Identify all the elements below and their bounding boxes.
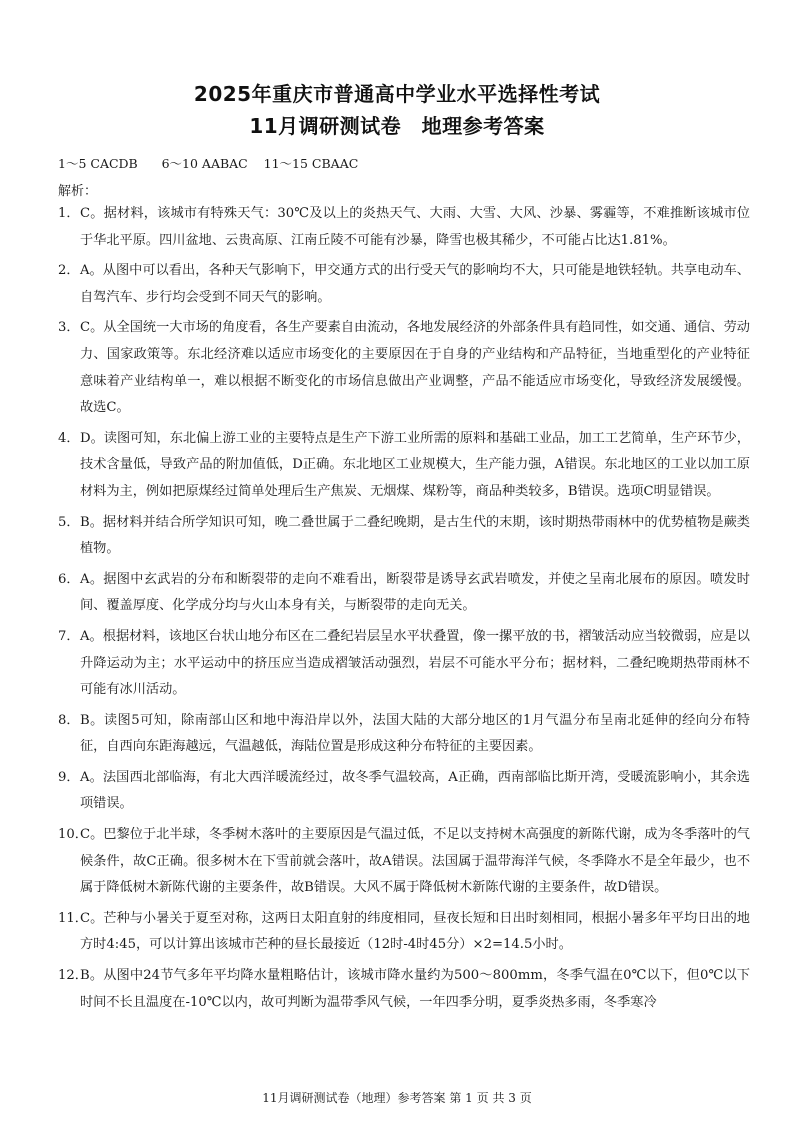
item-text: C。从全国统一大市场的角度看，各生产要素自由流动，各地发展经济的外部条件具有趋同性，如交通、通信、劳动力、国家政策等。东北经济难以适应市场变化的主要原因在于自身的产业结构和产品特征，当地重型化的产业特征意味着产业结构单一，难以根据不断变化的市场信息做出产业调整，产品不能适应市场变化，导致经济发展缓慢。故选C。 <box>80 320 750 416</box>
list-item <box>58 567 750 620</box>
item-number: 11． <box>58 910 88 926</box>
page-footer: 11月调研测试卷（地理）参考答案 第 1 页 共 3 页 <box>262 1091 532 1105</box>
item-number: 5． <box>58 514 80 530</box>
list-item <box>58 963 750 1016</box>
item-number: 2． <box>58 263 80 279</box>
list-item <box>58 822 750 902</box>
list-item <box>58 765 750 818</box>
item-text: A。根据材料，该地区台状山地分布区在二叠纪岩层呈水平状叠置，像一摞平放的书，褶皱活动应当较微弱，应是以升降运动为主；水平运动中的挤压应当造成褶皱活动强烈，岩层不可能水平分布；据材料，二叠纪晚期热带雨林不可能有冰川活动。 <box>80 628 750 698</box>
item-text: D。读图可知，东北偏上游工业的主要特点是生产下游工业所需的原料和基础工业品，加工工艺简单，生产环节少，技术含量低，导致产品的附加值低，D正确。东北地区工业规模大，生产能力强，A错误。东北地区的工业以加工原材料为主，例如把原煤经过简单处理后生产焦炭、无烟煤、煤粉等，商品种类较多，B错误。选项C明显错误。 <box>80 430 750 499</box>
item-text: C。据材料，该城市有特殊天气：30℃及以上的炎热天气、大雨、大雪、大风、沙暴、雾霾等，不难推断该城市位于华北平原。四川盆地、云贵高原、江南丘陵不可能有沙暴，降雪也极其稀少，不可能占比达1.81%。 <box>80 206 750 248</box>
analysis-list <box>58 201 750 1020</box>
answer-keys: 1～5 CACDB 6～10 AABAC 11～15 CBAAC <box>58 156 359 171</box>
list-item <box>58 258 750 311</box>
item-text: B。据材料并结合所学知识可知，晚二叠世属于二叠纪晚期，是古生代的末期，该时期热带雨林中的优势植物是蕨类植物。 <box>80 514 750 557</box>
list-item <box>58 906 750 959</box>
list-item <box>58 201 750 254</box>
item-text: A。据图中玄武岩的分布和断裂带的走向不难看出，断裂带是诱导玄武岩喷发，并使之呈南北展布的原因。喷发时间、覆盖厚度、化学成分均与火山本身有关，与断裂带的走向无关。 <box>80 571 750 614</box>
item-text: B。读图5可知，除南部山区和地中海沿岸以外，法国大陆的大部分地区的1月气温分布呈南北延伸的经向分布特征，自西向东距海越远，气温越低，海陆位置是形成这种分布特征的主要因素。 <box>80 712 750 755</box>
item-text: B。从图中24节气多年平均降水量粗略估计，该城市降水量约为500～800mm，冬季气温在0℃以下，但0℃以下时间不长且温度在-10℃以内，故可判断为温带季风气候，一年四季分明，夏季炎热多雨，冬季寒冷 <box>80 968 750 1010</box>
page-subtitle: 11月调研测试卷 地理参考答案 <box>249 114 545 138</box>
item-number: 10． <box>58 827 88 843</box>
item-number: 6． <box>58 571 80 587</box>
item-text: A。法国西北部临海，有北大西洋暖流经过，故冬季气温较高，A正确，西南部临比斯开湾，受暖流影响小，其余选项错误。 <box>80 769 750 812</box>
list-item <box>58 708 750 761</box>
item-number: 1． <box>58 206 80 221</box>
item-number: 4． <box>58 430 80 446</box>
item-number: 8． <box>58 712 80 728</box>
item-number: 12． <box>58 968 88 984</box>
item-number: 9． <box>58 769 80 785</box>
item-number: 7． <box>58 628 80 644</box>
item-text: C。巴黎位于北半球，冬季树木落叶的主要原因是气温过低，不足以支持树木高强度的新陈代谢，成为冬季落叶的气候条件，故C正确。很多树木在下雪前就会落叶，故A错误。法国属于温带海洋气候，冬季降水不是全年最少，也不属于降低树木新陈代谢的主要条件，故B错误。大风不属于降低树木新陈代谢的主要条件，故D错误。 <box>80 827 750 896</box>
item-number: 3． <box>58 320 80 336</box>
item-text: C。芒种与小暑关于夏至对称，这两日太阳直射的纬度相同，昼夜长短和日出时刻相同，根据小暑多年平均日出的地方时4:45，可以计算出该城市芒种的昼长最接近（12时-4时45分）×2=14.5小时。 <box>80 910 750 953</box>
list-item <box>58 315 750 421</box>
item-text: A。从图中可以看出，各种天气影响下，甲交通方式的出行受天气的影响均不大，只可能是地铁轻轨。共享电动车、自驾汽车、步行均会受到不同天气的影响。 <box>80 263 750 305</box>
analysis-label: 解析： <box>58 184 98 199</box>
list-item <box>58 426 750 506</box>
list-item <box>58 624 750 704</box>
list-item <box>58 510 750 563</box>
page-title: 2025年重庆市普通高中学业水平选择性考试 <box>193 82 601 106</box>
